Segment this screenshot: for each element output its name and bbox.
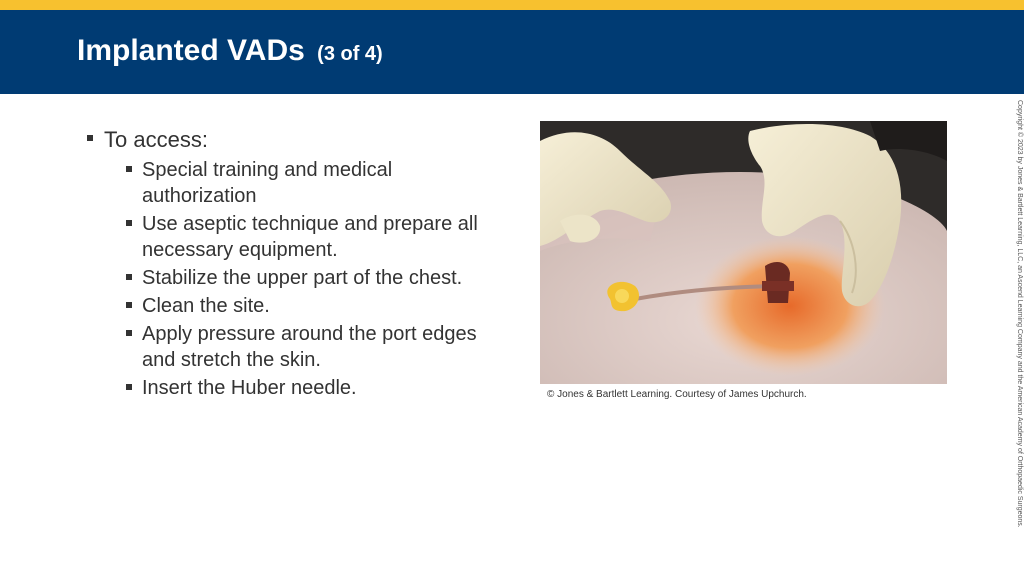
copyright-text: Copyright © 2023 by Jones & Bartlett Learning, LLC, an Ascend Learning Company and the American Academy of Orthopaedic Surgeons. <box>1016 100 1023 528</box>
photo-caption: © Jones & Bartlett Learning. Courtesy of James Upchurch. <box>547 389 807 400</box>
bullet-square-icon <box>126 220 132 226</box>
huber-needle-photo <box>540 121 947 384</box>
list-item-text: Use aseptic technique and prepare all necessary equipment. <box>142 213 478 261</box>
bullet-square-icon <box>126 166 132 172</box>
list-item <box>86 211 506 263</box>
slide-header <box>0 10 1024 94</box>
list-item <box>86 321 506 373</box>
bullet-heading <box>86 127 506 153</box>
bullet-square-icon <box>126 384 132 390</box>
list-item-text: Stabilize the upper part of the chest. <box>142 267 463 289</box>
list-item <box>86 157 506 209</box>
accent-bar <box>0 0 1024 10</box>
list-item-text: Special training and medical authorization <box>142 159 393 207</box>
bullet-square-icon <box>126 302 132 308</box>
list-item-text: Insert the Huber needle. <box>142 377 357 399</box>
copyright-notice <box>1013 100 1023 560</box>
list-item <box>86 293 506 319</box>
bullet-square-icon <box>87 135 93 141</box>
list-item <box>86 375 506 401</box>
list-item-text: Clean the site. <box>142 295 270 317</box>
bullet-square-icon <box>126 274 132 280</box>
bullet-square-icon <box>126 330 132 336</box>
title-text: Implanted VADs <box>77 34 305 67</box>
bullet-list <box>86 127 506 403</box>
title-page-indicator: (3 of 4) <box>317 43 383 65</box>
list-item-text: Apply pressure around the port edges and stretch the skin. <box>142 323 477 371</box>
slide-title <box>77 34 383 68</box>
list-item <box>86 265 506 291</box>
bullet-heading-text: To access: <box>104 127 208 152</box>
